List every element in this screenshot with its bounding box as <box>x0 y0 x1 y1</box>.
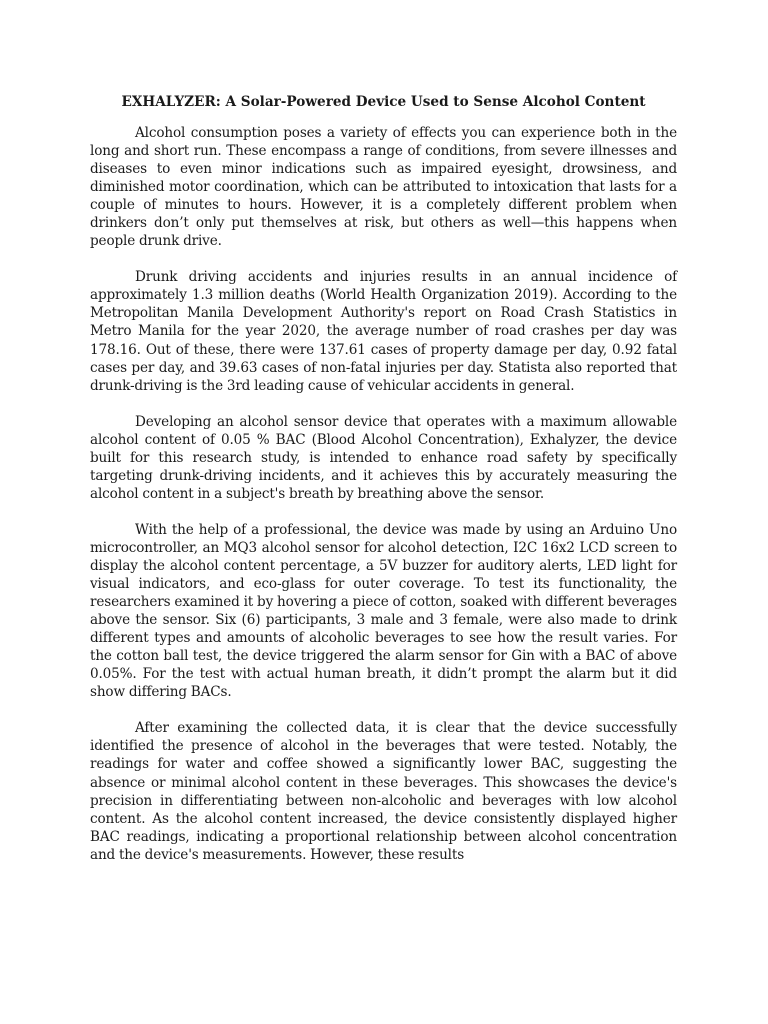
document-title: EXHALYZER: A Solar-Powered Device Used to Sense Alcohol Content <box>121 94 646 110</box>
paragraph-device-purpose: Developing an alcohol sensor device that operates with a maximum allowable alcohol content of 0.05 % BAC (Blood Alcohol Concentration), Exhalyzer, the device built for this research study, is intended to enhance road safety by specifically targeting drunk-driving incidents, and it achieves this by accurately measuring the alcohol content in a subject's breath by breathing above the sensor. <box>90 413 677 502</box>
paragraph-results: After examining the collected data, it is clear that the device successfully identified the presence of alcohol in the beverages that were tested. Notably, the readings for water and coffee showed a significantly lower BAC, suggesting the absence or minimal alcohol content in these beverages. This showcases the device's precision in differentiating between non-alcoholic and beverages with low alcohol content. As the alcohol content increased, the device consistently displayed higher BAC readings, indicating a proportional relationship between alcohol concentration and the device's measurements. However, these results <box>90 720 677 863</box>
paragraph-drunk-driving-statistics: Drunk driving accidents and injuries results in an annual incidence of approximately 1.3 million deaths (World Health Organization 2019). According to the Metropolitan Manila Development Authority's report on Road Crash Statistics in Metro Manila for the year 2020, the average number of road crashes per day was 178.16. Out of these, there were 137.61 cases of property damage per day, 0.92 fatal cases per day, and 39.63 cases of non-fatal injuries per day. Statista also reported that drunk-driving is the 3rd leading cause of vehicular accidents in general. <box>90 269 677 394</box>
document-page <box>90 93 677 864</box>
paragraph-alcohol-effects: Alcohol consumption poses a variety of effects you can experience both in the long and short run. These encompass a range of conditions, from severe illnesses and diseases to even minor indications such as impaired eyesight, drowsiness, and diminished motor coordination, which can be attributed to intoxication that lasts for a couple of minutes to hours. However, it is a completely different problem when drinkers don’t only put themselves at risk, but others as well—this happens when people drunk drive. <box>90 125 677 250</box>
paragraph-device-construction: With the help of a professional, the device was made by using an Arduino Uno microcontroller, an MQ3 alcohol sensor for alcohol detection, I2C 16x2 LCD screen to display the alcohol content percentage, a 5V buzzer for auditory alerts, LED light for visual indicators, and eco-glass for outer coverage. To test its functionality, the researchers examined it by hovering a piece of cotton, soaked with different beverages above the sensor. Six (6) participants, 3 male and 3 female, were also made to drink different types and amounts of alcoholic beverages to see how the result varies. For the cotton ball test, the device triggered the alarm sensor for Gin with a BAC of above 0.05%. For the test with actual human breath, it didn’t prompt the alarm but it did show differing BACs. <box>90 521 677 701</box>
